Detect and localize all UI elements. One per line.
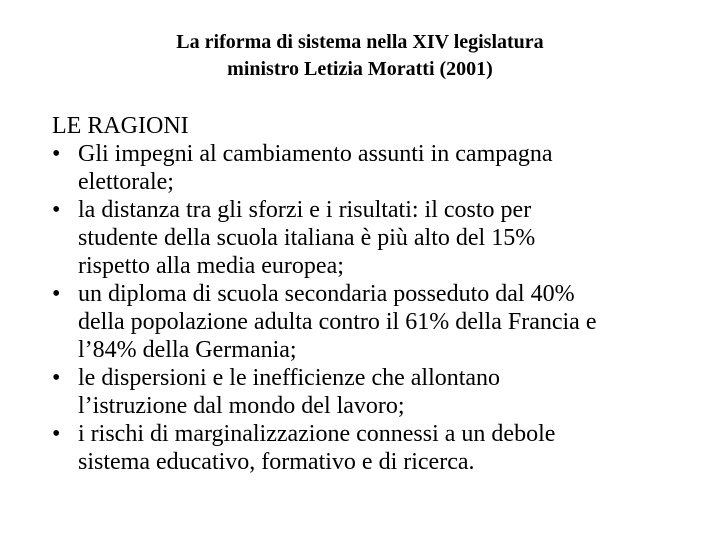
bullet-icon: • (52, 365, 61, 391)
list-item (52, 196, 692, 280)
bullet-list (52, 140, 692, 476)
title-line: La riforma di sistema nella XIV legislatura (176, 31, 544, 53)
list-item (52, 140, 692, 196)
bullet-text-line: della popolazione adulta contro il 61% della Francia e (78, 309, 597, 335)
bullet-text-line: le dispersioni e le inefficienze che allontano (78, 365, 501, 391)
bullet-text-line: Gli impegni al cambiamento assunti in campagna (78, 141, 553, 167)
bullet-text-line: un diploma di scuola secondaria posseduto dal 40% (78, 281, 575, 307)
bullet-text-line: l’istruzione dal mondo del lavoro; (78, 393, 405, 419)
bullet-text-line: la distanza tra gli sforzi e i risultati: il costo per (78, 197, 532, 223)
bullet-text-line: i rischi di marginalizzazione connessi a un debole (78, 421, 556, 447)
bullet-text-line: rispetto alla media europea; (78, 253, 344, 279)
section-heading: LE RAGIONI (52, 113, 189, 139)
bullet-text-line: elettorale; (78, 169, 174, 195)
slide-body (52, 112, 692, 476)
list-item (52, 364, 692, 420)
subtitle-line: ministro Letizia Moratti (2001) (227, 58, 493, 80)
bullet-text-line: studente della scuola italiana è più alto del 15% (78, 225, 536, 251)
list-item (52, 420, 692, 476)
bullet-text-line: sistema educativo, formativo e di ricerca. (78, 449, 475, 475)
bullet-icon: • (52, 141, 61, 167)
list-item (52, 280, 692, 364)
bullet-icon: • (52, 281, 61, 307)
bullet-icon: • (52, 197, 61, 223)
bullet-text-line: l’84% della Germania; (78, 337, 297, 363)
bullet-icon: • (52, 421, 61, 447)
slide-title (0, 29, 720, 83)
